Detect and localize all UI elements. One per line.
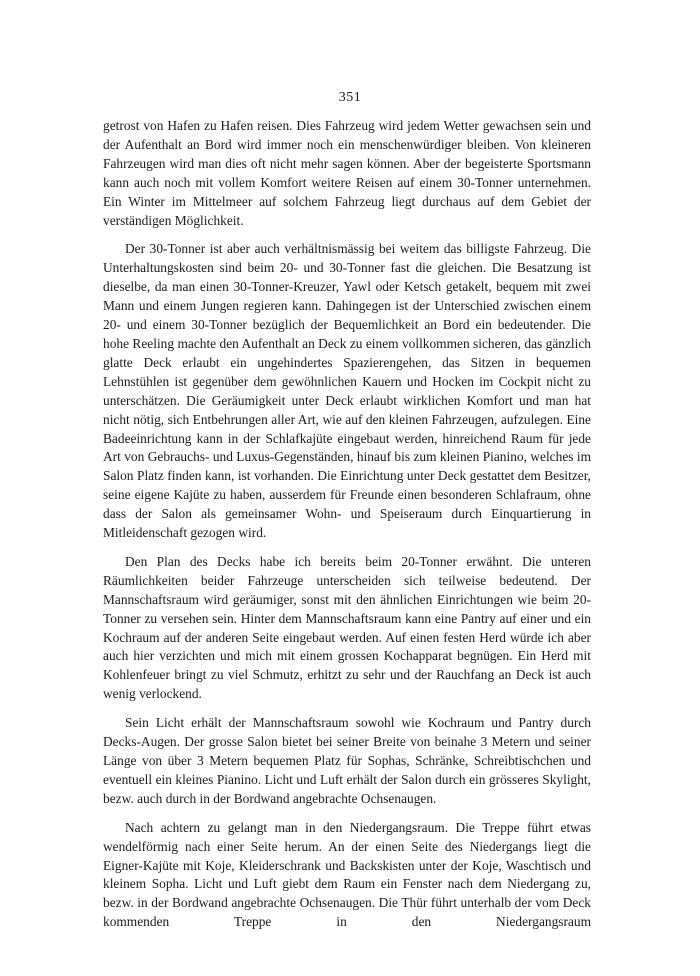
- paragraph-5: Nach achtern zu gelangt man in den Niedergangsraum. Die Treppe führt etwas wendelförmig nach einer Seite herum. An der einen Seite des Niedergangs liegt die Eigner-Kajüte mit Koje, Kleiderschrank und Backskisten unter der Koje, Waschtisch und kleinem Sopha. Licht und Luft giebt dem Raum ein Fenster nach dem Niedergang zu, bezw. in der Bordwand angebrachte Ochsenaugen. Die Thür führt unterhalb der vom Deck kommenden Treppe in den Niedergangsraum: [103, 819, 591, 930]
- body-text: [103, 117, 591, 932]
- paragraph-2: Der 30-Tonner ist aber auch verhältnismässig bei weitem das billigste Fahrzeug. Die Unterhaltungskosten sind beim 20- und 30-Tonner fast die gleichen. Die Besatzung ist dieselbe, da man einen 30-Tonner-Kreuzer, Yawl oder Ketsch getakelt, bequem mit zwei Mann und einem Jungen regieren kann. Dahingegen ist der Unterschied zwischen einem 20- und einem 30-Tonner bezüglich der Bequemlichkeit an Bord ein bedeutender. Die hohe Reeling machte den Aufenthalt an Deck zu einem vollkommen sicheren, das gänzlich glatte Deck erlaubt ein ungehindertes Spazierengehen, das Sitzen in bequemen Lehnstühlen ist gegenüber dem gewöhnlichen Kauern und Hocken im Cockpit nicht zu unterschätzen. Die Geräumigkeit unter Deck erlaubt wirklichen Komfort und man hat nicht nötig, sich Entbehrungen aller Art, wie auf den kleinen Fahrzeugen, aufzulegen. Eine Badeeinrichtung kann in der Schlafkajüte eingebaut werden, hinreichend Raum für jede Art von Gebrauchs- und Luxus-Gegenständen, hinauf bis zum kleinen Pianino, welches im Salon Platz finden kann, ist vorhanden. Die Einrichtung unter Deck gestattet dem Besitzer, seine eigene Kajüte zu haben, ausserdem für Freunde einen besonderen Schlafraum, ohne dass der Salon als gemeinsamer Wohn- und Speiseraum durch Einquartierung in Mitleidenschaft gezogen wird.: [103, 241, 591, 541]
- paragraph-1: getrost von Hafen zu Hafen reisen. Dies Fahrzeug wird jedem Wetter gewachsen sein und der Aufenthalt an Bord wird immer noch ein menschenwürdiger bleiben. Von kleineren Fahrzeugen wird man dies oft nicht mehr sagen können. Aber der begeisterte Sportsmann kann auch noch mit vollem Komfort weitere Reisen auf einem 30-Tonner unternehmen. Ein Winter im Mittelmeer auf solchem Fahrzeug liegt durchaus auf dem Gebiet der verständigen Möglichkeit.: [103, 118, 591, 228]
- paragraph-4: Sein Licht erhält der Mannschaftsraum sowohl wie Kochraum und Pantry durch Decks-Augen. Der grosse Salon bietet bei seiner Breite von beinahe 3 Metern und seiner Länge von über 3 Metern bequemen Platz für Sophas, Schränke, Schreibtischchen und eventuell ein kleines Pianino. Licht und Luft erhält der Salon durch ein grösseres Skylight, bezw. auch durch in der Bordwand angebrachte Ochsenaugen.: [103, 715, 591, 806]
- paragraph-3: Den Plan des Decks habe ich bereits beim 20-Tonner erwähnt. Die unteren Räumlichkeiten beider Fahrzeuge unterscheiden sich teilweise bedeutend. Der Mannschaftsraum wird geräumiger, sonst mit den ähnlichen Einrichtungen wie beim 20-Tonner zu versehen sein. Hinter dem Mannschaftsraum kann eine Pantry auf einer und ein Kochraum auf der anderen Seite eingebaut werden. Auf einen festen Herd würde ich aber auch hier verzichten und mich mit einem grossen Kochapparat begnügen. Ein Herd mit Kohlenfeuer bringt zu viel Schmutz, erhitzt zu sehr und der Rauchfang an Deck ist auch wenig verlockend.: [103, 553, 591, 702]
- page-number: 351: [338, 90, 362, 105]
